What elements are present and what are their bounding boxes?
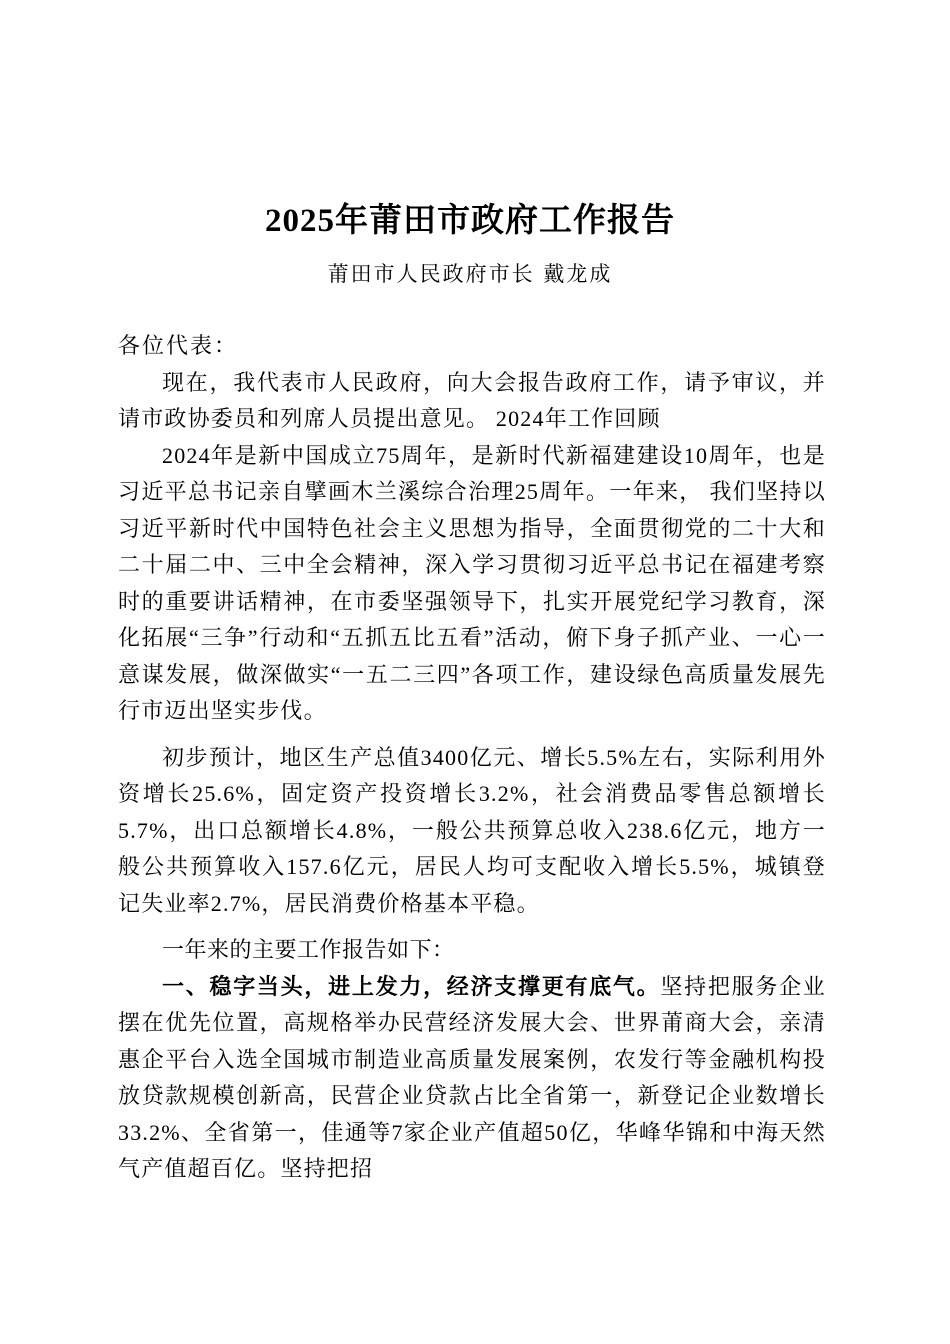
- section-one-heading: 一、稳字当头，进上发力，经济支撑更有底气。: [162, 973, 661, 999]
- document-byline: 莆田市人民政府市长 戴龙成: [327, 262, 613, 286]
- document-title: 2025年莆田市政府工作报告: [265, 203, 675, 239]
- salutation: 各位代表：: [118, 333, 239, 358]
- paragraph-section-one: [118, 969, 826, 1188]
- section-one-body: 坚持把服务企业摆在优先位置，高规格举办民营经济发展大会、世界莆商大会，亲清惠企平台入选全国城市制造业高质量发展案例，农发行等金融机构投放贷款规模创新高，民营企业贷款占比全省第一，新登记企业数增长33.2%、全省第一，佳通等7家企业产值超50亿，华峰华锦和中海天然气产值超百亿。坚持把招: [118, 973, 827, 1181]
- paragraph-section-intro: 一年来的主要工作报告如下：: [162, 937, 455, 962]
- paragraph-gap: [118, 730, 826, 740]
- document-body: [118, 328, 826, 1188]
- paragraph-opening: 现在，我代表市人民政府，向大会报告政府工作，请予审议，并请市政协委员和列席人员提出意见。 2024年工作回顾: [118, 369, 826, 431]
- paragraph-review: 2024年是新中国成立75周年，是新时代新福建建设10周年，也是习近平总书记亲自擘画木兰溪综合治理25周年。一年来， 我们坚持以习近平新时代中国特色社会主义思想为指导，全面贯彻党的二十大和二十届二中、三中全会精神，深入学习贯彻习近平总书记在福建考察时的重要讲话精神，在市委坚强领导下，扎实开展党纪学习教育，深化拓展“三争”行动和“五抓五比五看”活动，俯下身子抓产业、一心一意谋发展，做深做实“一五二三四”各项工作，建设绿色高质量发展先行市迈出坚实步伐。: [118, 442, 826, 723]
- paragraph-gap: [118, 922, 826, 932]
- paragraph-statistics: 初步预计，地区生产总值3400亿元、增长5.5%左右，实际利用外资增长25.6%，固定资产投资增长3.2%，社会消费品零售总额增长5.7%，出口总额增长4.8%，一般公共预算总收入238.6亿元，地方一般公共预算收入157.6亿元，居民人均可支配收入增长5.5%，城镇登记失业率2.7%，居民消费价格基本平稳。: [118, 744, 826, 916]
